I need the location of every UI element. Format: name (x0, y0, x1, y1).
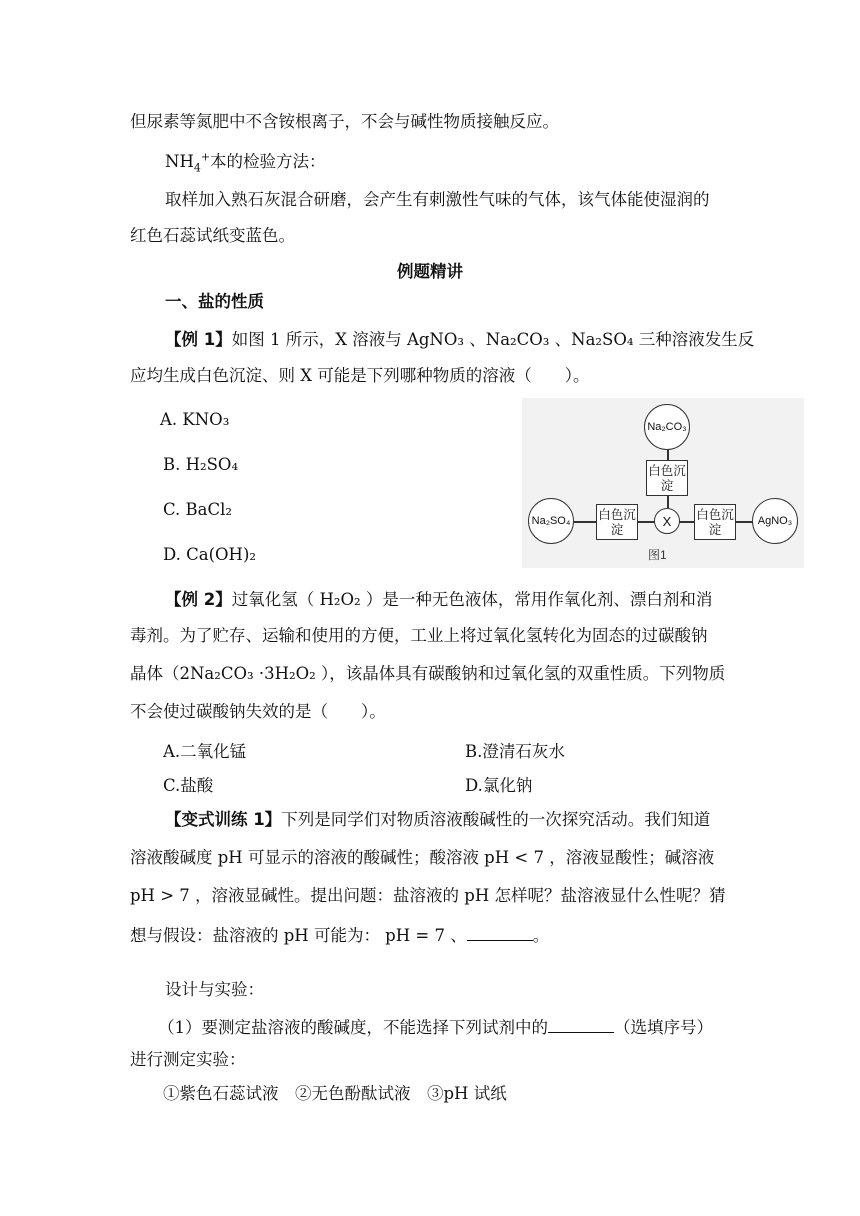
ammonium-formula: $NH_4^+$ (165, 150, 211, 175)
example1-option-b: B. H₂SO₄ (163, 455, 239, 474)
reagent-choices: ①紫色石蕊试液 ②无色酚酞试液 ③pH 试纸 (163, 1084, 507, 1103)
example1-line2: 应均生成白色沉淀、则 X 可能是下列哪种物质的溶液（ ）。 (130, 366, 590, 385)
precipitate-box-right: 白色沉淀 (694, 504, 736, 540)
example2-line2: 毒剂。为了贮存、运输和使用的方便，工业上将过氧化氢转化为固态的过碳酸钠 (130, 626, 708, 645)
example2-tag: 【例 2】 (165, 590, 232, 609)
nh4-test-heading (165, 150, 326, 175)
paragraph-test-method-2: 红色石蕊试纸变蓝色。 (130, 226, 295, 245)
example1-option-c: C. BaCl₂ (163, 500, 233, 519)
variant1-line4 (130, 924, 549, 946)
section-heading-salt-properties: 一、盐的性质 (165, 292, 264, 311)
example2-line3: 晶体（2Na₂CO₃ ·3H₂O₂ ），该晶体具有碳酸钠和过氧化氢的双重性质。下列物质 (130, 664, 726, 683)
node-agno3: AgNO₃ (752, 498, 798, 544)
question1-text-end: （选填序号） (614, 1018, 713, 1037)
nh4-test-label: 本的检验方法： (210, 152, 326, 171)
example1-line1 (165, 330, 754, 350)
example1-tag: 【例 1】 (165, 330, 232, 349)
example1-option-d: D. Ca(OH)₂ (163, 545, 256, 564)
node-na2co3: Na₂CO₃ (644, 404, 690, 450)
variant1-line4-text: 想与假设：盐溶液的 pH 可能为： pH = 7 、 (130, 926, 467, 945)
variant1-text: 下列是同学们对物质溶液酸碱性的一次探究活动。我们知道 (281, 810, 711, 829)
answer-blank-2[interactable] (548, 1016, 614, 1033)
example2-line4: 不会使过碳酸钠失效的是（ ）。 (130, 702, 386, 721)
example1-option-a: A. KNO₃ (160, 410, 230, 429)
example2-option-d: D.氯化钠 (465, 776, 533, 795)
variant1-line2: 溶液酸碱度 pH 可显示的溶液的酸碱性；酸溶液 pH < 7 ，溶液显酸性；碱溶液 (130, 848, 715, 867)
example2-line1 (165, 590, 712, 610)
precipitate-box-left: 白色沉淀 (596, 504, 638, 540)
paragraph-urea: 但尿素等氮肥中不含铵根离子，不会与碱性物质接触反应。 (130, 112, 559, 131)
example2-option-a: A.二氧化锰 (163, 742, 247, 761)
example2-option-c: C.盐酸 (163, 776, 214, 795)
answer-blank-1[interactable] (467, 924, 533, 941)
figure-caption: 图1 (648, 548, 667, 562)
question1-line1 (158, 1016, 713, 1038)
section-title: 例题精讲 (397, 262, 463, 281)
node-na2so4: Na₂SO₄ (528, 498, 574, 544)
variant1-line3: pH > 7 ，溶液显碱性。提出问题：盐溶液的 pH 怎样呢？盐溶液显什么性呢？猜 (130, 886, 726, 905)
question1-line2: 进行测定实验： (130, 1050, 246, 1069)
node-x: X (654, 508, 680, 534)
variant1-tag: 【变式训练 1】 (165, 810, 282, 829)
question1-text: （1）要测定盐溶液的酸碱度，不能选择下列试剂中的 (158, 1018, 548, 1037)
design-experiment-heading: 设计与实验： (165, 980, 264, 999)
variant1-line4-end: 。 (532, 926, 550, 945)
figure-1-diagram (522, 398, 804, 568)
variant1-line1 (165, 810, 710, 830)
example2-option-b: B.澄清石灰水 (465, 742, 565, 761)
example1-text: 如图 1 所示，X 溶液与 AgNO₃ 、Na₂CO₃ 、Na₂SO₄ 三种溶液发生反 (231, 330, 755, 349)
example2-text: 过氧化氢（ H₂O₂ ）是一种无色液体，常用作氧化剂、漂白剂和消 (231, 590, 713, 609)
precipitate-box-top: 白色沉淀 (646, 460, 688, 496)
paragraph-test-method-1: 取样加入熟石灰混合研磨，会产生有刺激性气味的气体，该气体能使湿润的 (165, 190, 710, 209)
